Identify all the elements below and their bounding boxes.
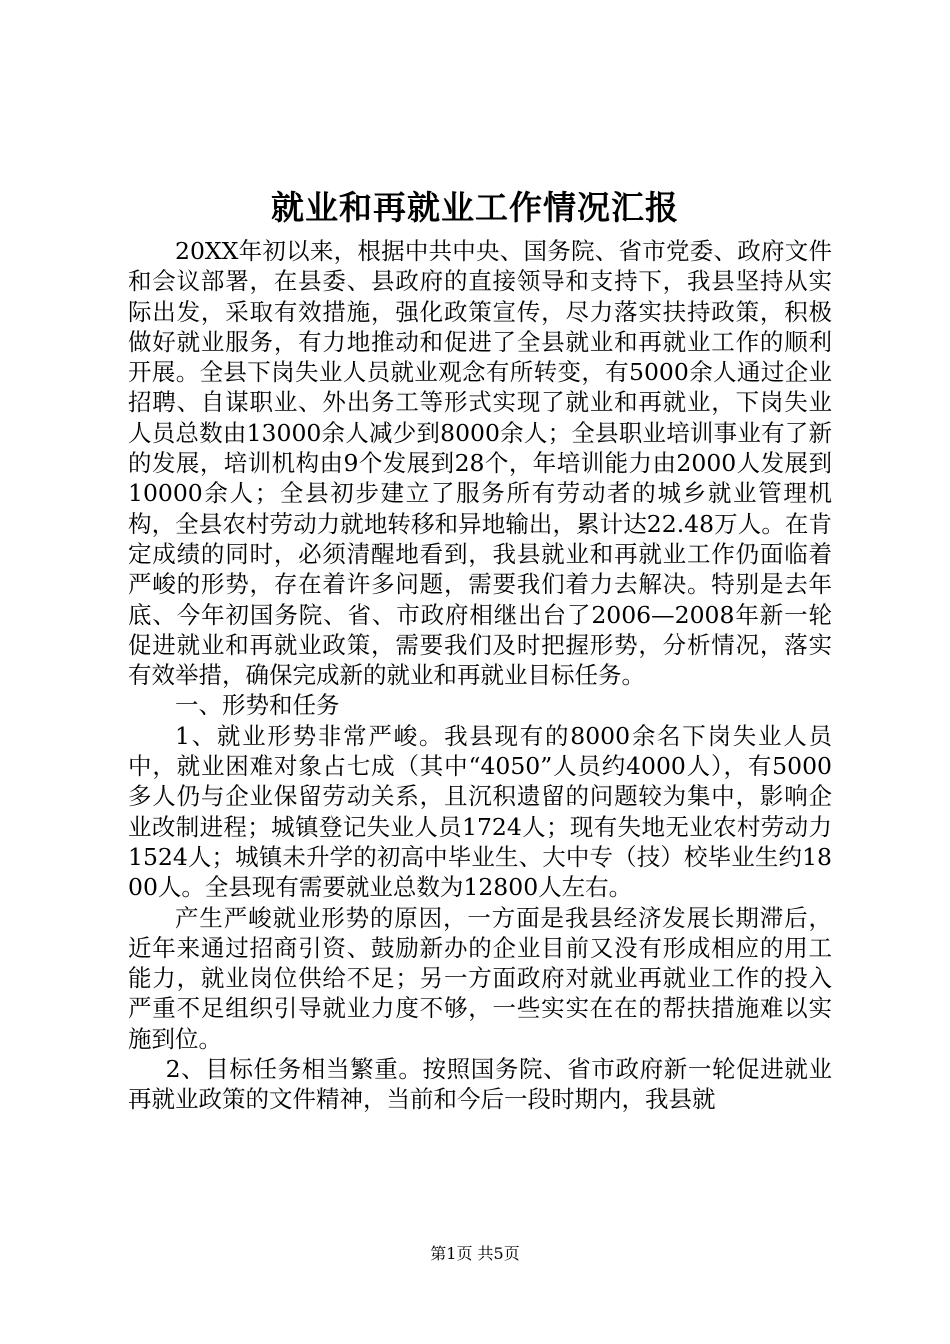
section-heading: 一、形势和任务 [175,691,340,720]
paragraph-intro: 20XX年初以来，根据中共中央、国务院、省市党委、政府文件和会议部署，在县委、县政府的直接领导和支持下，我县坚持从实际出发，采取有效措施，强化政策宣传，尽力落实扶持政策，积极做好就业服务，有力地推动和促进了全县就业和再就业工作的顺利开展。全县下岗失业人员就业观念有所转变，有5000余人通过企业招聘、自谋职业、外出务工等形式实现了就业和再就业，下岗失业人员总数由13000余人减少到8000余人；全县职业培训事业有了新的发展，培训机构由9个发展到28个，年培训能力由2000人发展到10000余人；全县初步建立了服务所有劳动者的城乡就业管理机构，全县农村劳动力就地转移和异地输出，累计达22.48万人。在肯定成绩的同时，必须清醒地看到，我县就业和再就业工作仍面临着严峻的形势，存在着许多问题，需要我们着力去解决。特别是去年底、今年初国务院、省、市政府相继出台了2006—2008年新一轮促进就业和再就业政策，需要我们及时把握形势，分析情况，落实有效举措，确保完成新的就业和再就业目标任务。 [128,237,832,690]
paragraph-item-2: 2、目标任务相当繁重。按照国务院、省市政府新一轮促进就业再就业政策的文件精神，当前和今后一段时期内，我县就 [128,1055,832,1114]
page-footer: 第1页 共5页 [430,1244,520,1263]
document-title: 就业和再就业工作情况汇报 [271,188,679,227]
paragraph-item-1: 1、就业形势非常严峻。我县现有的8000余名下岗失业人员中，就业困难对象占七成（其中“4050”人员约4000人），有5000多人仍与企业保留劳动关系，且沉积遗留的问题较为集中，影响企业改制进程；城镇登记失业人员1724人；现有失地无业农村劳动力1524人；城镇未升学的初高中毕业生、大中专（技）校毕业生约1800人。全县现有需要就业总数为12800人左右。 [128,721,832,902]
document-body [128,236,832,1115]
paragraph-causes: 产生严峻就业形势的原因，一方面是我县经济发展长期滞后，近年来通过招商引资、鼓励新办的企业目前又没有形成相应的用工能力，就业岗位供给不足；另一方面政府对就业再就业工作的投入严重不足组织引导就业力度不够，一些实实在在的帮扶措施难以实施到位。 [128,903,832,1053]
